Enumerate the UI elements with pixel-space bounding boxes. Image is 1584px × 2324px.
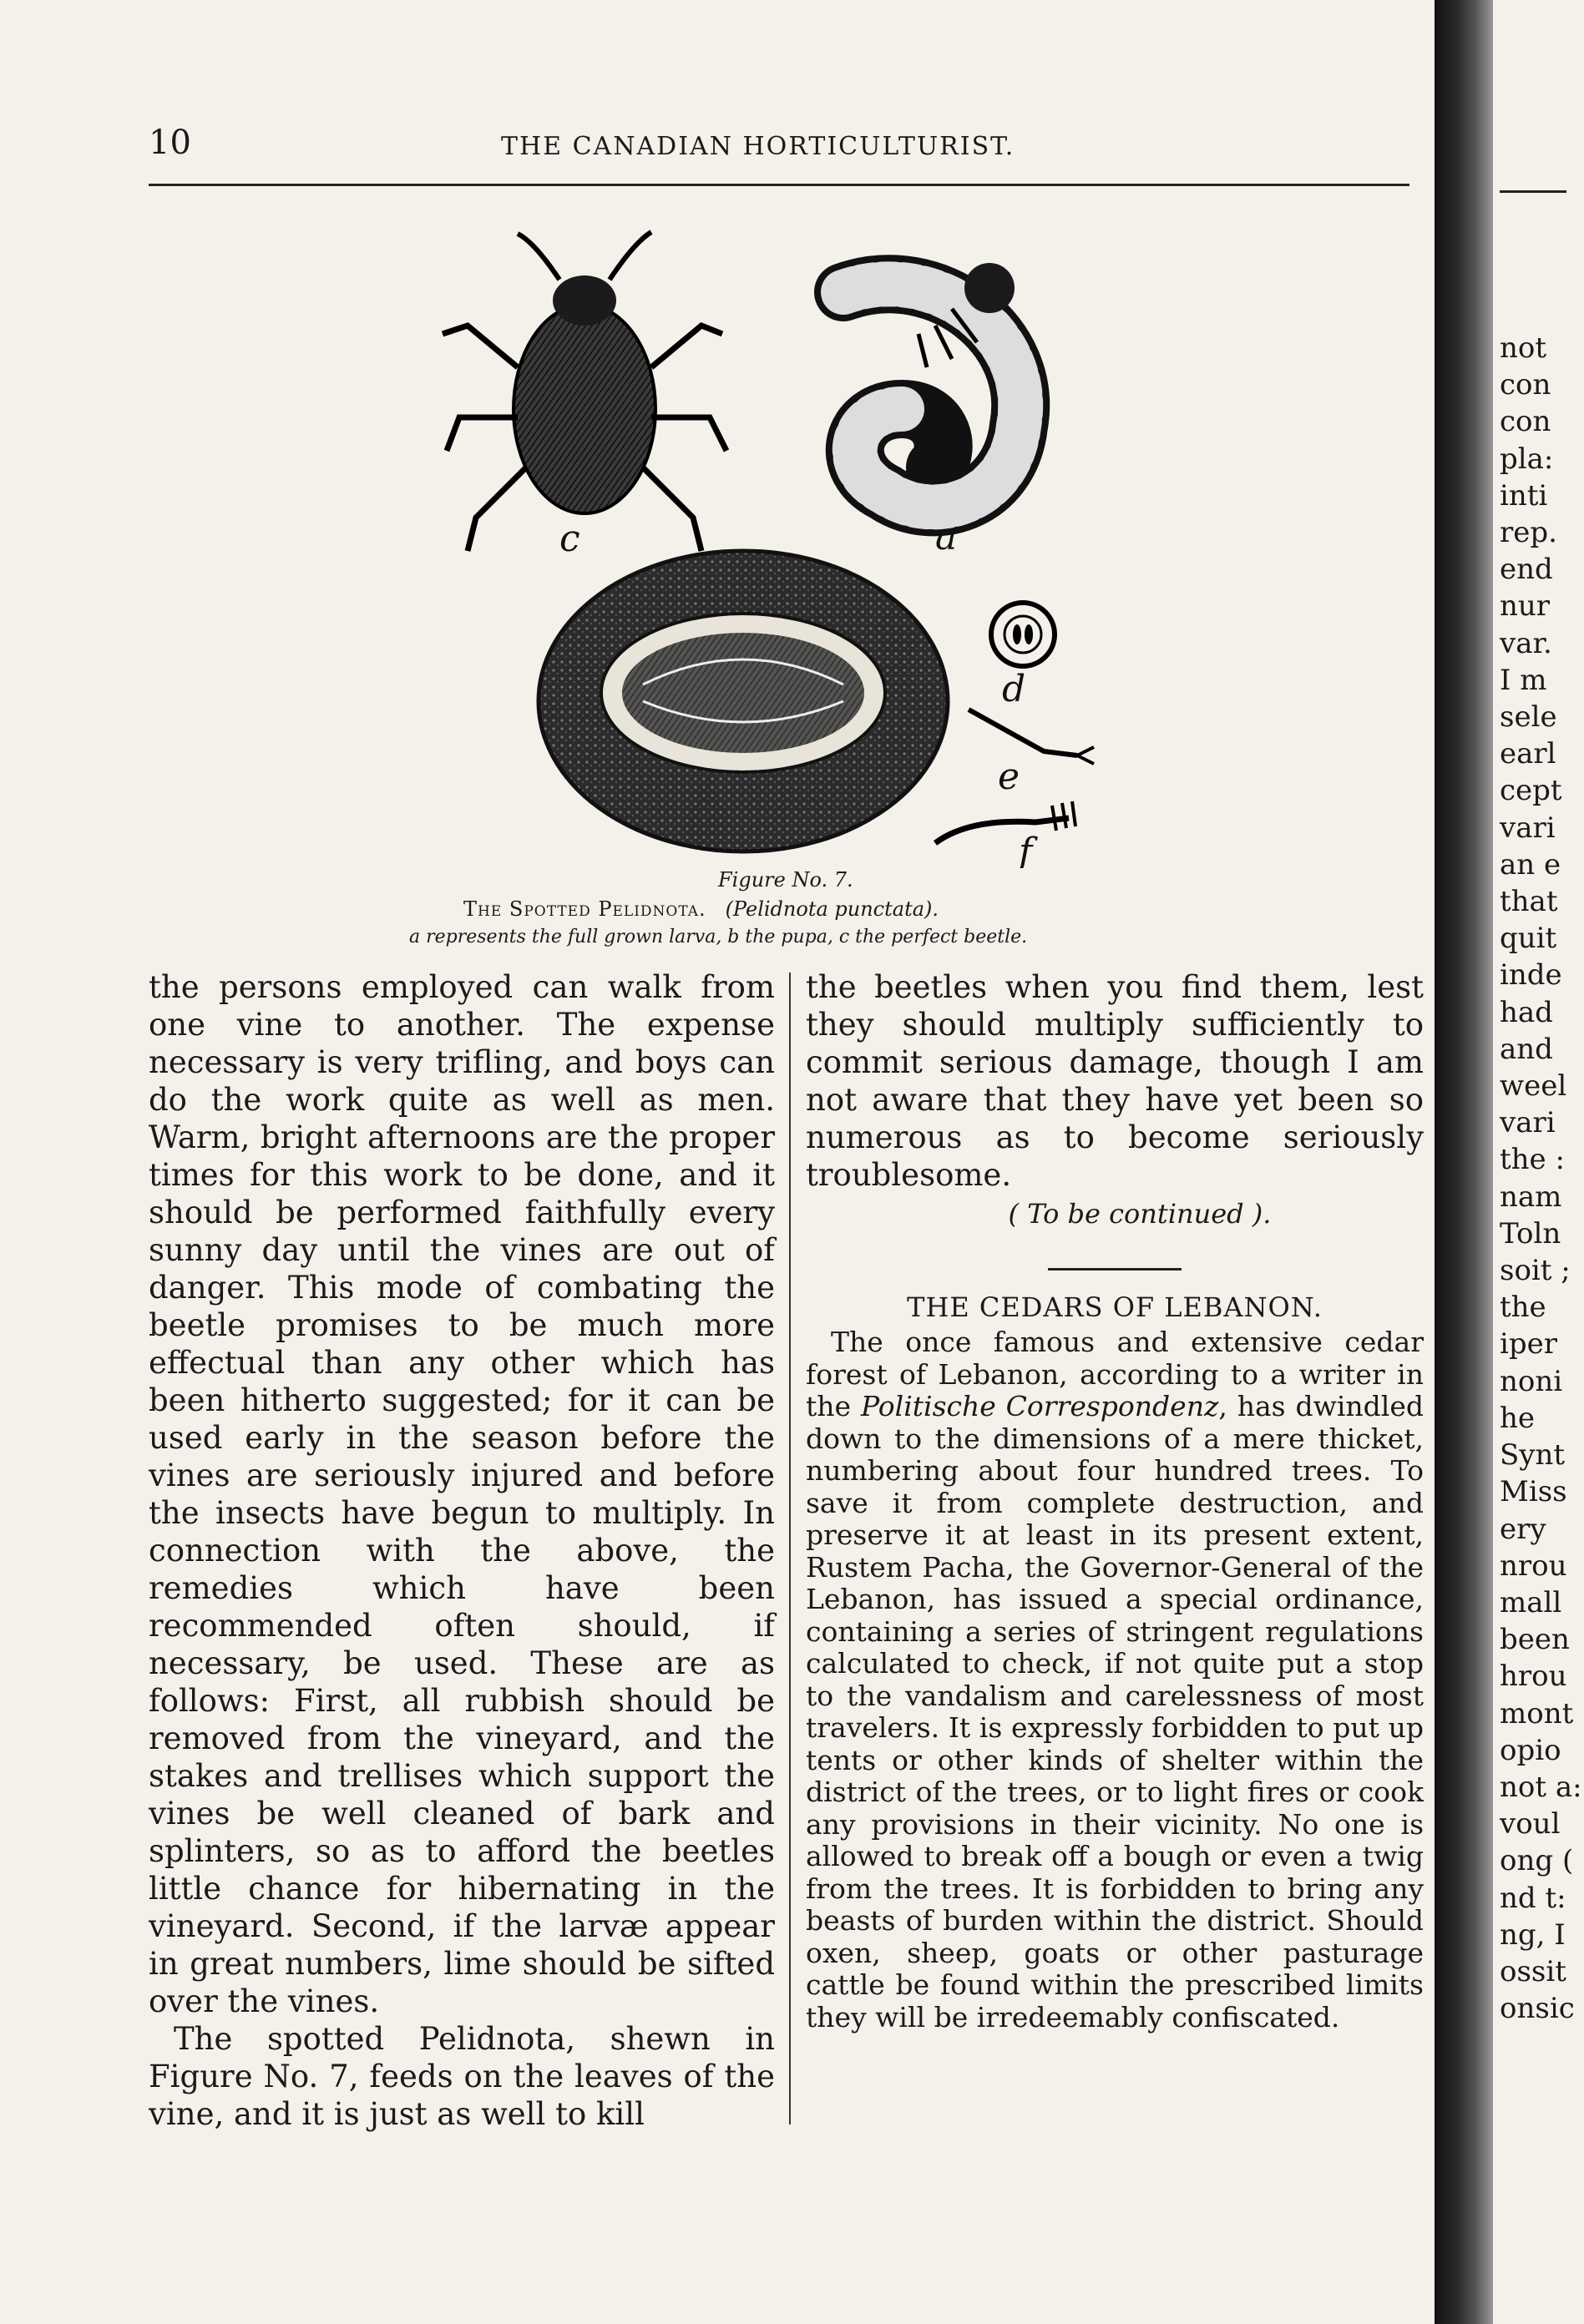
right-paragraph-2 bbox=[806, 1326, 1424, 2034]
adjacent-fragment: been bbox=[1500, 1623, 1570, 1657]
adjacent-fragment: noni bbox=[1500, 1364, 1563, 1398]
adjacent-fragment: voul bbox=[1500, 1807, 1561, 1842]
adjacent-fragment: the : bbox=[1500, 1143, 1565, 1177]
adjacent-fragment: sele bbox=[1500, 700, 1557, 735]
adjacent-fragment: Miss bbox=[1500, 1475, 1567, 1509]
adjacent-fragment: the bbox=[1500, 1291, 1546, 1325]
pupa-figure-b bbox=[539, 551, 948, 851]
header-rule bbox=[149, 184, 1409, 186]
right-column bbox=[806, 968, 1424, 2034]
figure-letter-a: a bbox=[935, 516, 958, 558]
page-number: 10 bbox=[149, 124, 191, 162]
adjacent-fragment: vari bbox=[1500, 1106, 1556, 1140]
cedars-text-italic: Politische Correspondenz bbox=[860, 1390, 1219, 1422]
figure-letter-d: d bbox=[1002, 668, 1026, 710]
adjacent-fragment: I m bbox=[1500, 663, 1547, 697]
adjacent-fragment: vari bbox=[1500, 811, 1556, 845]
adjacent-fragment: soit ; bbox=[1500, 1254, 1571, 1288]
adjacent-fragment: not a: bbox=[1500, 1770, 1582, 1804]
adjacent-fragment: ery bbox=[1500, 1512, 1546, 1546]
adjacent-fragment: var. bbox=[1500, 626, 1552, 660]
larva-figure-a bbox=[843, 263, 1020, 558]
adjacent-fragment: that bbox=[1500, 885, 1558, 919]
adjacent-header-rule bbox=[1500, 190, 1566, 193]
adjacent-fragment: con bbox=[1500, 368, 1551, 402]
left-paragraph-2: The spotted Pelidnota, shewn in Figure No. 7, feeds on the leaves of the vine, and it is just as well to kill bbox=[149, 2021, 775, 2132]
adjacent-fragment: onsic bbox=[1500, 1992, 1575, 2026]
adjacent-fragment: Synt bbox=[1500, 1438, 1566, 1473]
figure-name bbox=[463, 897, 939, 921]
section-title: THE CEDARS OF LEBANON. bbox=[907, 1291, 1323, 1323]
adjacent-fragment: and bbox=[1500, 1032, 1553, 1066]
running-head: THE CANADIAN HORTICULTURIST. bbox=[501, 132, 1015, 161]
adjacent-fragment: inti bbox=[1500, 478, 1548, 513]
adjacent-fragment: nam bbox=[1500, 1180, 1562, 1214]
adjacent-fragment: ossit bbox=[1500, 1954, 1566, 1988]
adjacent-fragment: ng, I bbox=[1500, 1917, 1566, 1952]
figure-description: a represents the full grown larva, b the pupa, c the perfect beetle. bbox=[409, 927, 1028, 947]
left-column bbox=[149, 968, 775, 2133]
adjacent-fragment: not bbox=[1500, 331, 1547, 365]
to-be-continued: ( To be continued ). bbox=[1008, 1198, 1272, 1230]
figure-scientific-name: (Pelidnota punctata). bbox=[725, 897, 939, 921]
adjacent-fragment: had bbox=[1500, 995, 1553, 1029]
adjacent-fragment: he bbox=[1500, 1401, 1536, 1435]
figure-letter-c: c bbox=[559, 518, 580, 560]
adjacent-fragment: con bbox=[1500, 405, 1551, 439]
adjacent-fragment: an e bbox=[1500, 847, 1561, 882]
section-rule bbox=[1048, 1268, 1182, 1271]
adjacent-fragment: mall bbox=[1500, 1585, 1562, 1619]
adjacent-fragment: iper bbox=[1500, 1327, 1558, 1362]
adjacent-fragment: hrou bbox=[1500, 1660, 1567, 1694]
figure-common-name: The Spotted Pelidnota. bbox=[463, 897, 706, 921]
adjacent-fragment: Toln bbox=[1500, 1216, 1561, 1250]
adjacent-fragment: weel bbox=[1500, 1069, 1567, 1104]
adjacent-fragment: nur bbox=[1500, 589, 1551, 624]
left-paragraph-1: the persons employed can walk from one vine to another. The expense necessary is very trifling, and boys can do the work quite as well as men. Warm, bright afternoons are the proper times for this work to be done, and it should be performed faithfully every sunny day until the vines are out of danger. This mode of combating the beetle promises to be much more effectual than any other which has been hitherto suggested; for it can be used early in the season before the vines are seriously injured and before the insects have begun to multiply. In connection with the above, the remedies which have been recommended often should, if necessary, be used. These are as follows: First, all rubbish should be removed from the vineyard, and the stakes and trellises which support the vines be well cleaned of bark and splinters, so as to afford the beetles little chance for hibernating in the vineyard. Second, if the larvæ appear in great numbers, lime should be sifted over the vines. bbox=[149, 969, 775, 2019]
egg-figure-d bbox=[991, 603, 1055, 710]
beetle-figure-c bbox=[443, 232, 726, 560]
column-divider bbox=[789, 973, 791, 2124]
adjacent-fragment: cept bbox=[1500, 774, 1562, 808]
figure-title: Figure No. 7. bbox=[718, 868, 853, 892]
leg-figure-e bbox=[969, 710, 1094, 798]
adjacent-fragment: inde bbox=[1500, 958, 1562, 993]
scan-shadow bbox=[1435, 0, 1493, 2324]
adjacent-page-fragments bbox=[1500, 330, 1582, 2027]
adjacent-fragment: nrou bbox=[1500, 1548, 1567, 1583]
adjacent-fragment: opio bbox=[1500, 1733, 1561, 1767]
figure-letter-e: e bbox=[998, 755, 1020, 798]
adjacent-fragment: ong ( bbox=[1500, 1844, 1574, 1878]
antenna-figure-f bbox=[935, 801, 1075, 868]
figure-illustration bbox=[434, 200, 1144, 868]
cedars-text-a: The once famous and extensive cedar forest of Lebanon, according to a writer in the bbox=[806, 1326, 1424, 1422]
figure-letter-f: f bbox=[1019, 831, 1033, 868]
adjacent-fragment: rep. bbox=[1500, 516, 1557, 550]
adjacent-fragment: nd t: bbox=[1500, 1881, 1566, 1915]
adjacent-page-strip bbox=[1435, 0, 1584, 2324]
adjacent-fragment: end bbox=[1500, 553, 1553, 587]
adjacent-fragment: quit bbox=[1500, 922, 1557, 956]
adjacent-fragment: mont bbox=[1500, 1696, 1574, 1730]
adjacent-fragment: pla: bbox=[1500, 442, 1554, 476]
adjacent-fragment: earl bbox=[1500, 737, 1556, 771]
right-paragraph-1: the beetles when you find them, lest they should multiply sufficiently to commit serious damage, though I am not aware that they have yet been so numerous as to become seriously troublesome. bbox=[806, 969, 1424, 1193]
cedars-text-b: , has dwindled down to the dimensions of a mere thicket, numbering about four hundred trees. To save it from complete destruction, and preserve it at least in its present extent, Rustem Pacha, the Governor-General of the Lebanon, has issued a special ordinance, containing a series of stringent regulations calculated to check, if not quite put a stop to the vandalism and carelessness of most travelers. It is expressly forbidden to put up tents or other kinds of shelter within the district of the trees, or to light fires or cook any provisions in their vicinity. No one is allowed to break off a bough or even a twig from the trees. It is forbidden to bring any beasts of burden within the district. Should oxen, sheep, goats or other pasturage cattle be found within the prescribed limits they will be irredeemably confiscated. bbox=[806, 1390, 1424, 2034]
beetle-engraving bbox=[434, 200, 1144, 868]
